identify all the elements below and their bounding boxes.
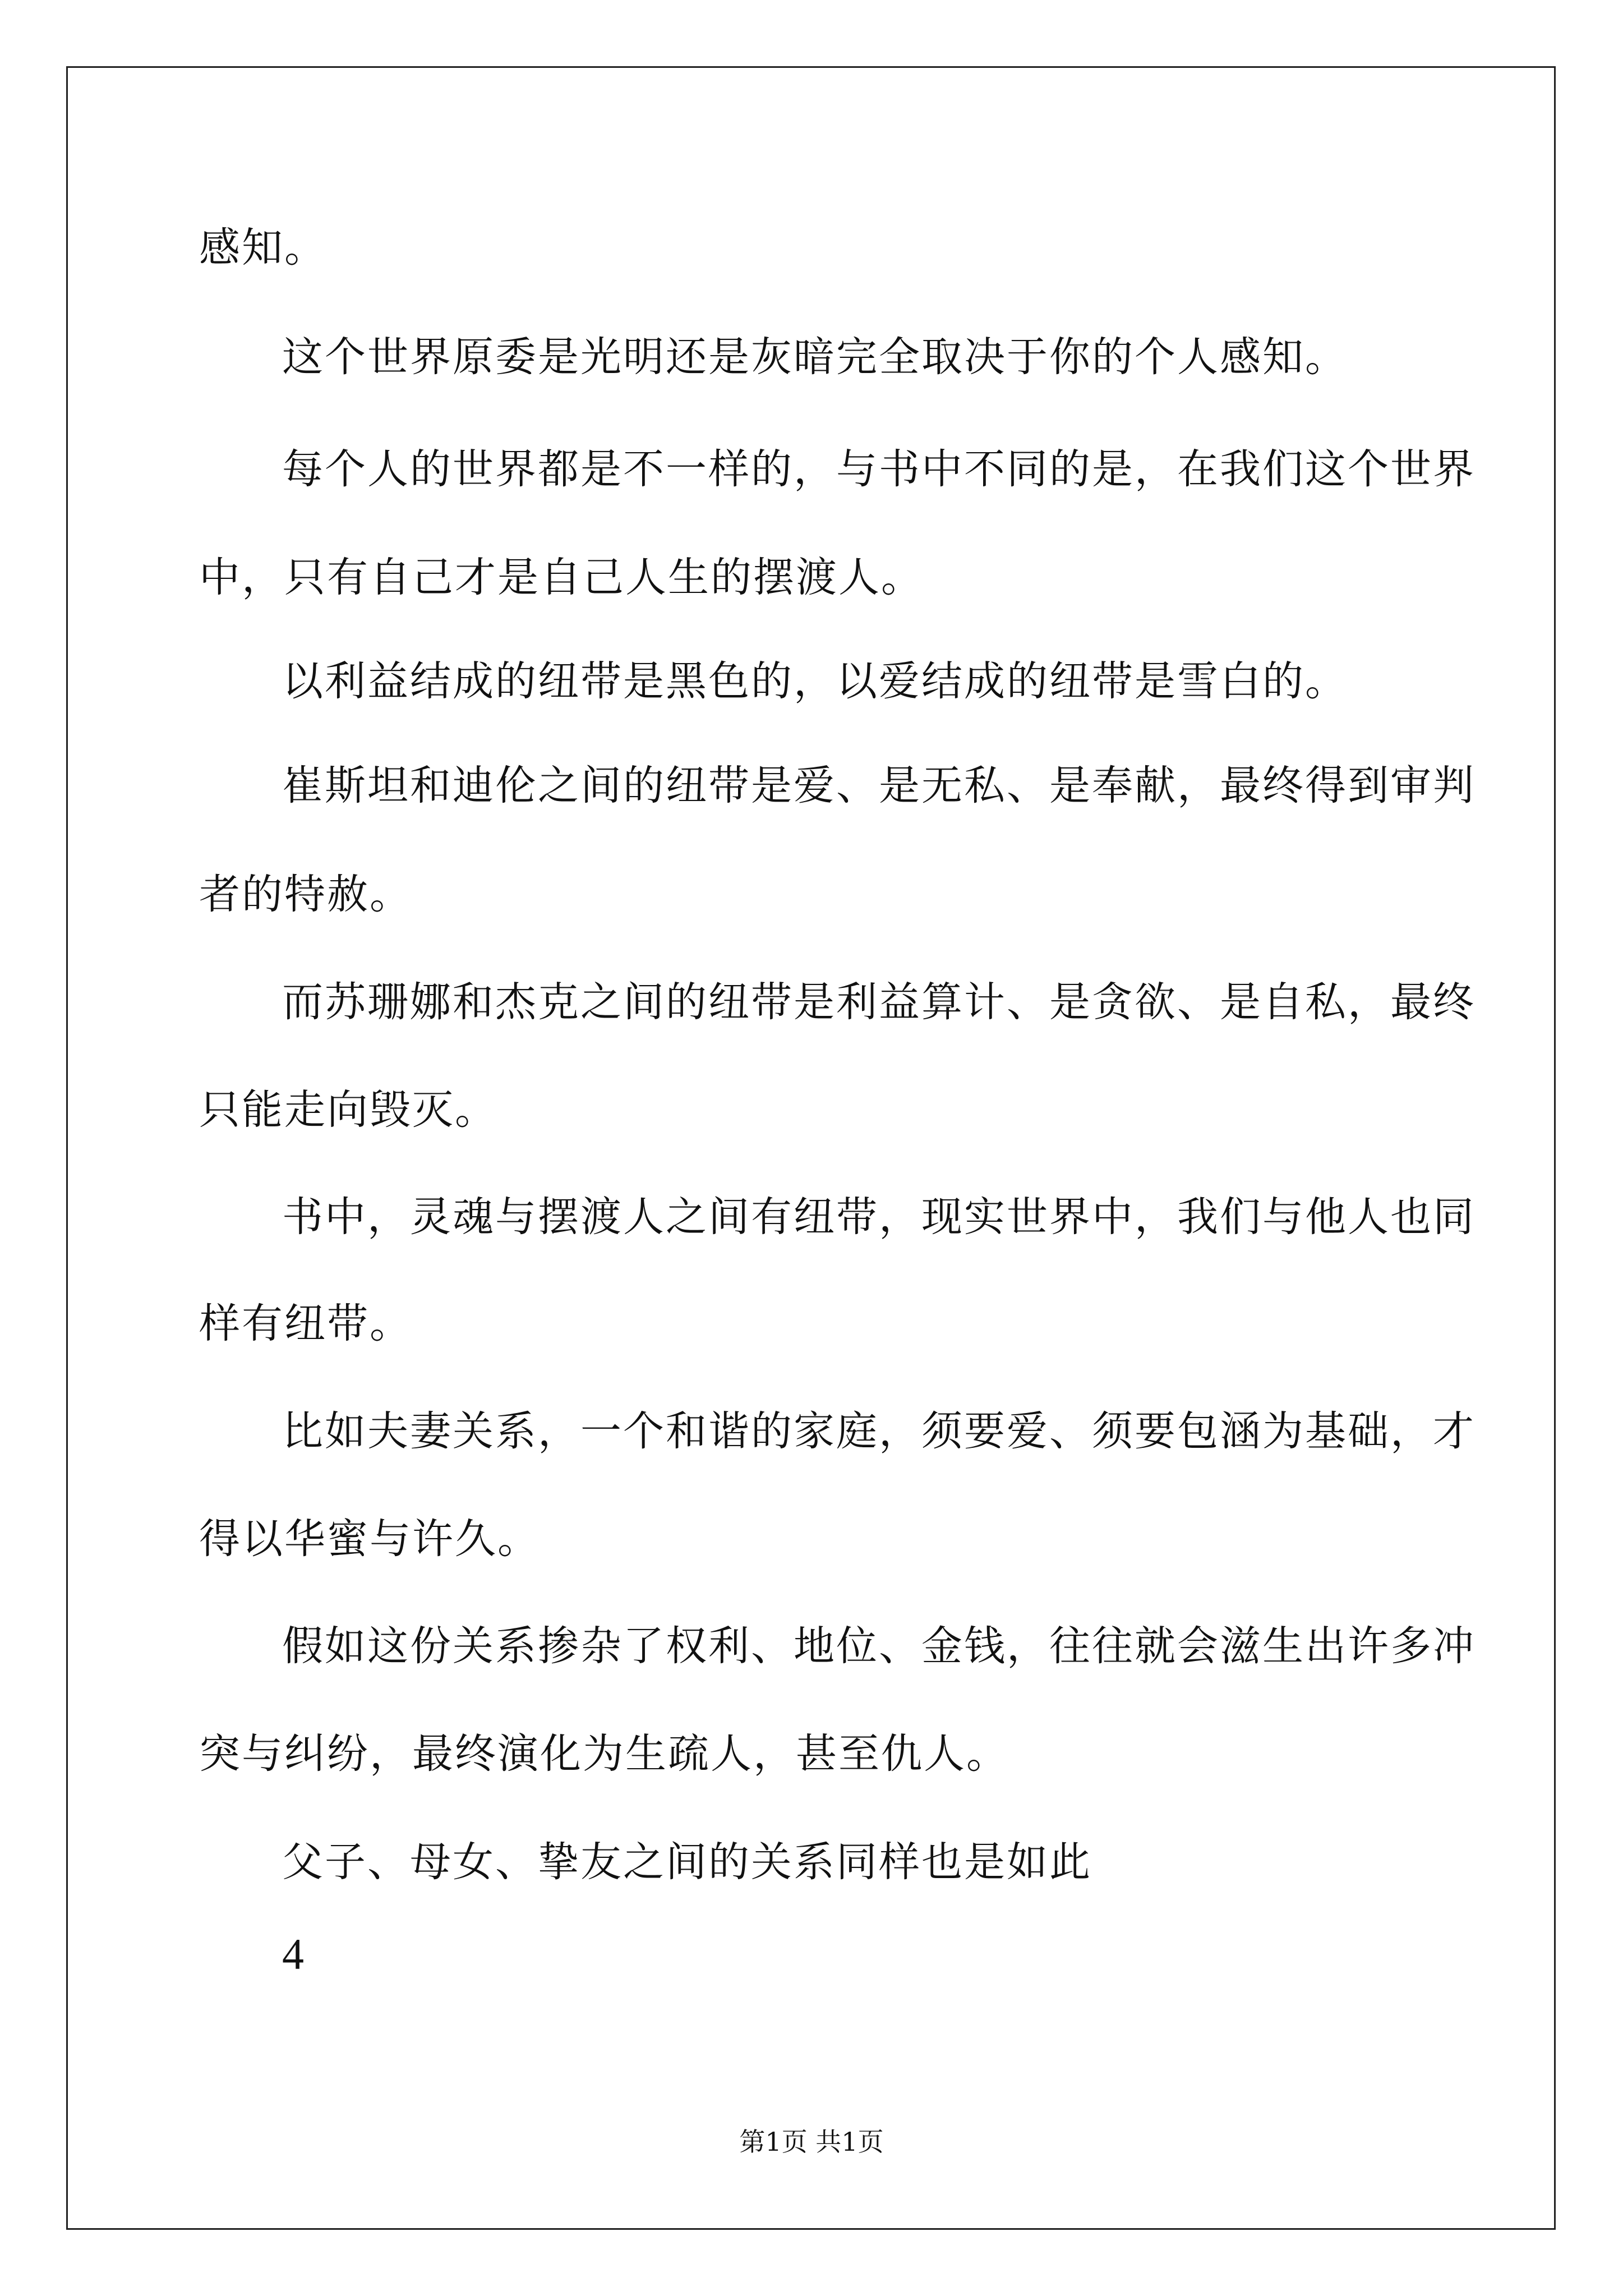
text-line: 假如这份关系掺杂了权利、地位、金钱，往往就会滋生出许多冲 bbox=[282, 1622, 1476, 1670]
text-line: 突与纠纷，最终演化为生疏人，甚至仇人。 bbox=[199, 1730, 1009, 1778]
text-line: 比如夫妻关系，一个和谐的家庭，须要爱、须要包涵为基础，才 bbox=[282, 1407, 1476, 1455]
text-line: 崔斯坦和迪伦之间的纽带是爱、是无私、是奉献，最终得到审判 bbox=[282, 762, 1476, 809]
text-line: 而苏珊娜和杰克之间的纽带是利益算计、是贪欲、是自私，最终 bbox=[282, 978, 1476, 1026]
text-line: 得以华蜜与许久。 bbox=[199, 1515, 540, 1563]
text-line: 样有纽带。 bbox=[199, 1300, 412, 1347]
text-line: 中，只有自己才是自己人生的摆渡人。 bbox=[199, 554, 924, 601]
page-number-marker: 4 bbox=[282, 1930, 304, 1978]
text-line: 以利益结成的纽带是黑色的，以爱结成的纽带是雪白的。 bbox=[282, 657, 1348, 705]
text-line: 感知。 bbox=[199, 224, 327, 272]
text-line: 父子、母女、挚友之间的关系同样也是如此 bbox=[282, 1838, 1092, 1886]
page-border bbox=[66, 66, 1556, 2230]
text-line: 每个人的世界都是不一样的，与书中不同的是，在我们这个世界 bbox=[282, 445, 1476, 493]
page-footer: 第1页 共1页 bbox=[739, 2127, 884, 2157]
text-line: 者的特赦。 bbox=[199, 871, 412, 918]
text-line: 这个世界原委是光明还是灰暗完全取决于你的个人感知。 bbox=[282, 333, 1348, 381]
text-line: 只能走向毁灭。 bbox=[199, 1086, 497, 1134]
text-line: 书中，灵魂与摆渡人之间有纽带，现实世界中，我们与他人也同 bbox=[282, 1193, 1476, 1241]
